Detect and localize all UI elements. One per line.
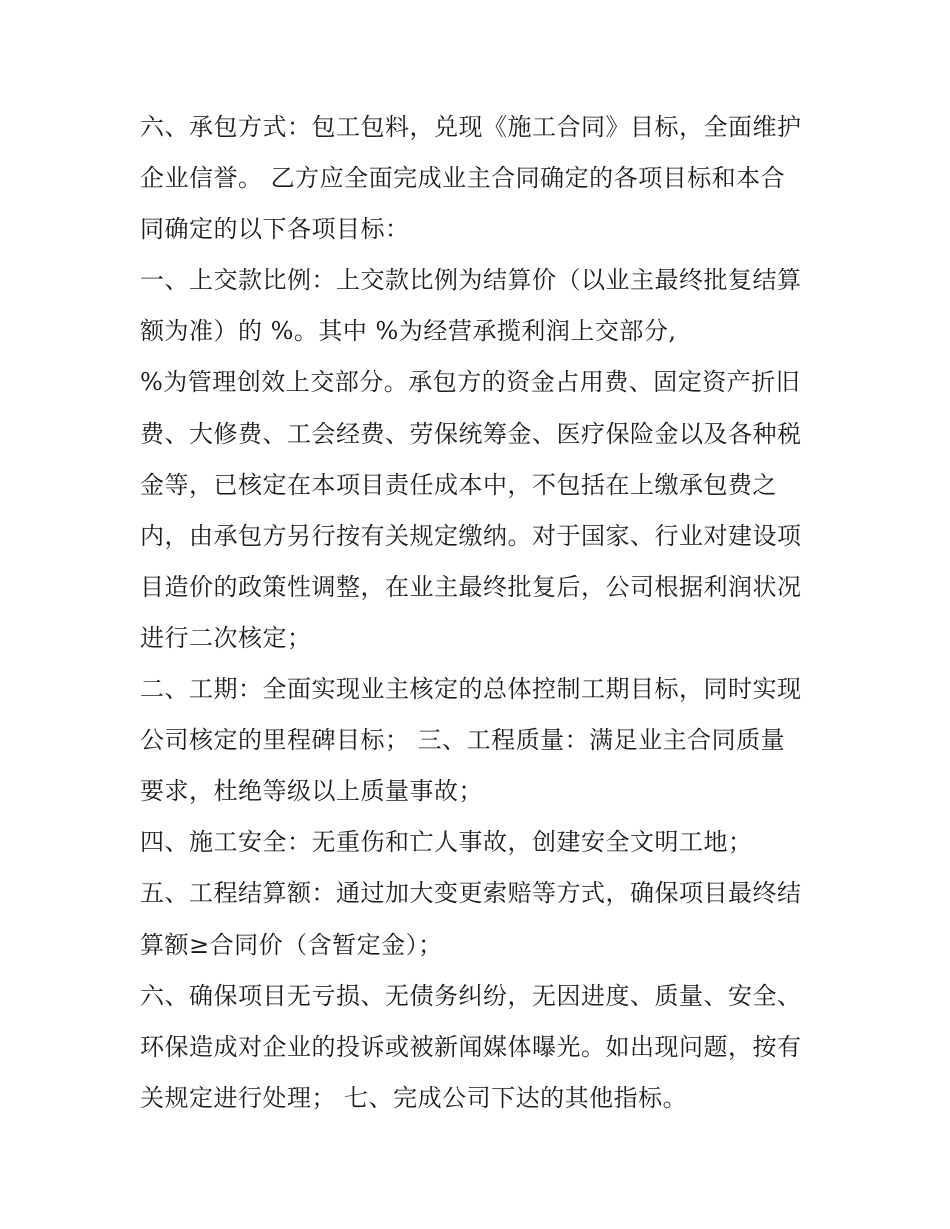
text-line: 额为准）的 %。其中 %为经营承揽利润上交部分,: [140, 317, 677, 346]
text-line: 公司核定的里程碑目标； 三、工程质量：满足业主合同质量: [140, 726, 786, 755]
text-line: 目造价的政策性调整，在业主最终批复后，公司根据利润状况: [140, 572, 802, 601]
text-line: 二、工期：全面实现业主核定的总体控制工期目标，同时实现: [140, 675, 802, 704]
text-line: 企业信誉。 乙方应全面完成业主合同确定的各项目标和本合: [140, 164, 786, 193]
document-body: [140, 102, 820, 1124]
text-line: 环保造成对企业的投诉或被新闻媒体曝光。如出现问题，按有: [140, 1032, 802, 1061]
text-line: 六、确保项目无亏损、无债务纠纷，无因进度、质量、安全、: [140, 981, 802, 1010]
text-line: 内，由承包方另行按有关规定缴纳。对于国家、行业对建设项: [140, 521, 802, 550]
text-line: 关规定进行处理； 七、完成公司下达的其他指标。: [140, 1083, 688, 1112]
text-line: 金等，已核定在本项目责任成本中，不包括在上缴承包费之: [140, 470, 777, 499]
text-line: 算额≥合同价（含暂定金）；: [140, 930, 443, 959]
text-line: 费、大修费、工会经费、劳保统筹金、医疗保险金以及各种税: [140, 419, 802, 448]
text-line: 六、承包方式：包工包料，兑现《施工合同》目标，全面维护: [140, 113, 802, 141]
text-line: 四、施工安全：无重伤和亡人事故，创建安全文明工地；: [140, 828, 753, 857]
text-line: 进行二次核定；: [140, 623, 312, 652]
text-line: 一、上交款比例：上交款比例为结算价（以业主最终批复结算: [140, 266, 802, 295]
text-line: 要求，杜绝等级以上质量事故；: [140, 777, 483, 806]
text-line: 同确定的以下各项目标：: [140, 215, 410, 244]
text-line: %为管理创效上交部分。承包方的资金占用费、固定资产折旧: [140, 368, 801, 397]
text-line: 五、工程结算额：通过加大变更索赔等方式，确保项目最终结: [140, 879, 802, 908]
